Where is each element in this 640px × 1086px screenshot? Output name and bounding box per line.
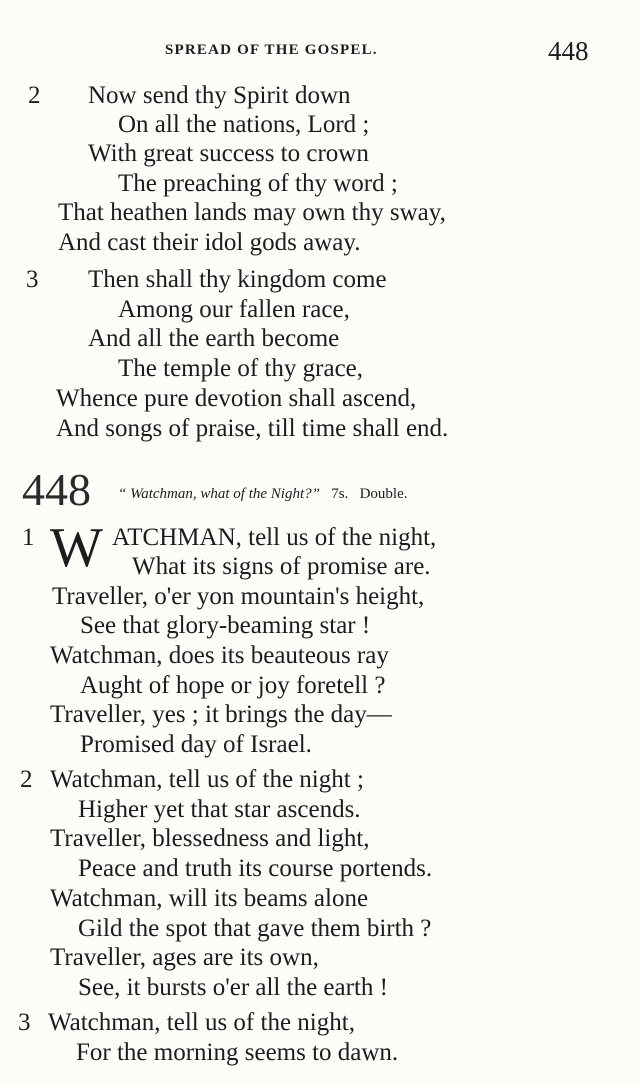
stanza-number: 3 [26, 266, 39, 293]
verse-line: Traveller, ages are its own, [50, 944, 319, 971]
verse-line: Watchman, will its beams alone [50, 885, 369, 912]
verse-line: Now send thy Spirit down [88, 82, 351, 109]
verse-line: See that glory-beaming star ! [80, 612, 371, 639]
verse-line: For the morning seems to dawn. [76, 1039, 399, 1066]
hymn-heading [118, 486, 407, 503]
verse-line: And all the earth become [88, 325, 340, 352]
verse-line: Watchman, does its beauteous ray [50, 642, 389, 669]
page-number: 448 [548, 36, 589, 66]
verse-line: Traveller, blessedness and light, [50, 825, 370, 852]
verse-line: And cast their idol gods away. [58, 229, 361, 256]
verse-line: Traveller, o'er yon mountain's height, [52, 583, 425, 610]
hymn-meter: 7s. [331, 486, 349, 502]
verse-line: Then shall thy kingdom come [88, 266, 387, 293]
running-header [0, 38, 640, 68]
hymn-meter-note: Double. [359, 486, 408, 502]
verse-line: ATCHMAN, tell us of the night, [112, 524, 437, 551]
verse-line: What its signs of promise are. [132, 553, 431, 580]
verse-line: On all the nations, Lord ; [118, 111, 370, 138]
verse-line: Among our fallen race, [118, 296, 350, 323]
verse-line: That heathen lands may own thy sway, [58, 199, 446, 226]
verse-line: And songs of praise, till time shall end. [56, 415, 449, 442]
stanza-number: 3 [18, 1009, 31, 1036]
stanza-number: 2 [20, 766, 33, 793]
stanza-number: 2 [28, 82, 41, 109]
verse-line: Gild the spot that gave them birth ? [78, 915, 432, 942]
verse-line: Peace and truth its course portends. [78, 855, 433, 882]
verse-line: Higher yet that star ascends. [78, 796, 361, 823]
verse-line: Traveller, yes ; it brings the day— [50, 701, 392, 728]
verse-line: Promised day of Israel. [80, 731, 312, 758]
verse-line: See, it bursts o'er all the earth ! [78, 974, 388, 1001]
verse-line: The preaching of thy word ; [118, 170, 398, 197]
verse-line: Watchman, tell us of the night, [48, 1009, 355, 1036]
verse-line: Whence pure devotion shall ascend, [56, 385, 417, 412]
verse-line: Watchman, tell us of the night ; [50, 766, 364, 793]
verse-line: The temple of thy grace, [118, 355, 364, 382]
drop-cap: W [50, 517, 103, 579]
verse-line: With great success to crown [88, 140, 369, 167]
hymn-title: “ Watchman, what of the Night?” [118, 486, 320, 502]
hymn-number: 448 [22, 464, 91, 515]
running-title: SPREAD OF THE GOSPEL. [165, 42, 378, 58]
verse-line: Aught of hope or joy foretell ? [80, 672, 386, 699]
stanza-number: 1 [22, 524, 35, 551]
